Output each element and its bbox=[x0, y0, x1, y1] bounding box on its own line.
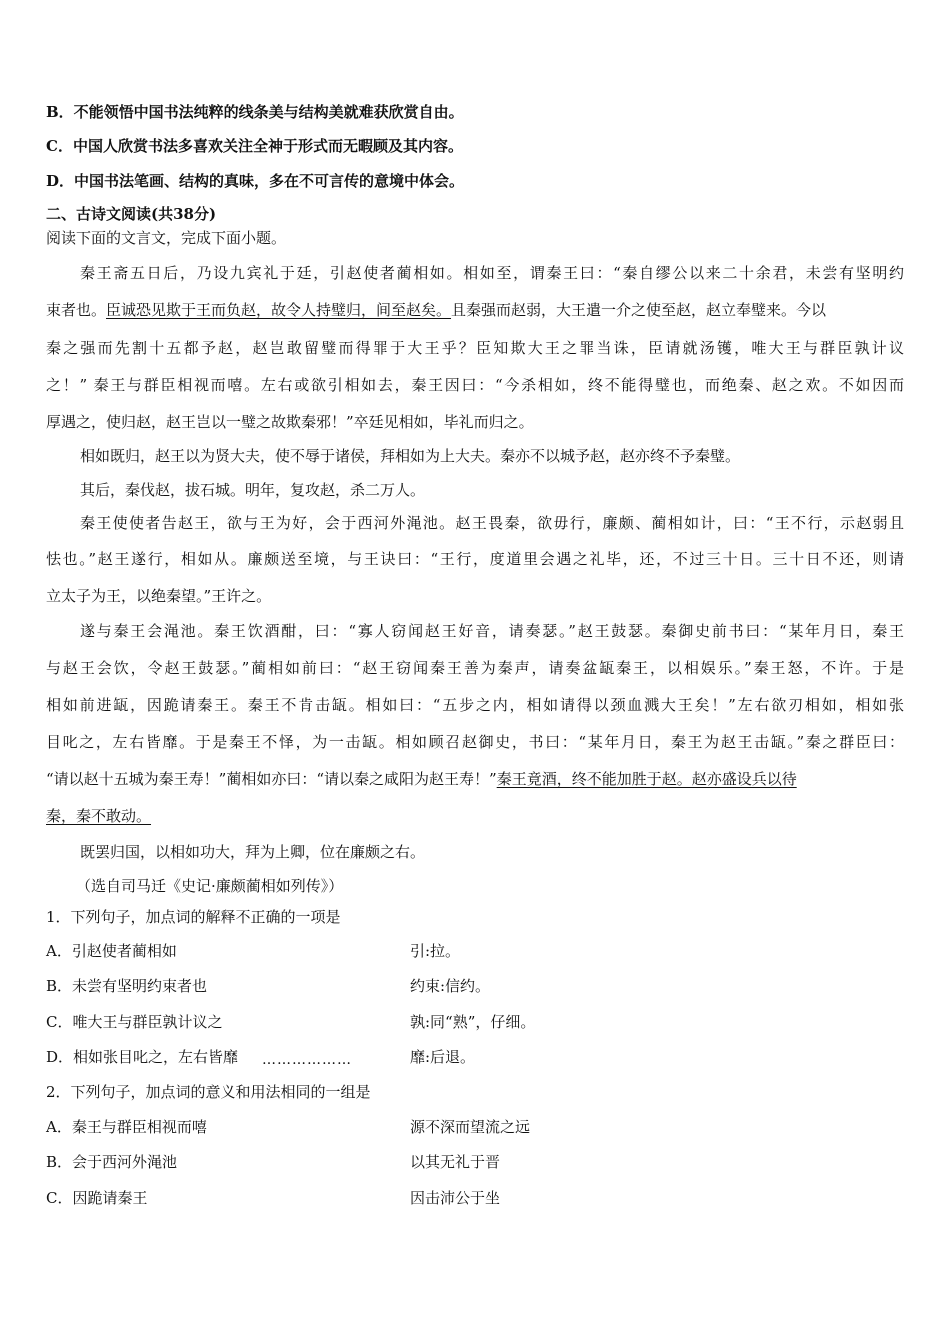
q1-option-a: A．引赵使者蔺相如 bbox=[46, 942, 177, 960]
q1-option-d: D．相如张目叱之，左右皆靡 bbox=[46, 1048, 239, 1066]
passage-line: 之！” 秦王与群臣相视而嘻。左右或欲引相如去，秦王因曰：“今杀相如，终不能得璧也，而绝秦、赵之欢。不如因而 bbox=[46, 376, 904, 394]
passage-line: 相如前进缻，因跪请秦王。秦王不肯击缻。相如曰：“五步之内，相如请得以颈血溅大王矣！”左右欲刃相如，相如张 bbox=[46, 696, 904, 714]
q2-option-b-compare: 以其无礼于晋 bbox=[410, 1153, 501, 1171]
passage-source: （选自司马迁《史记·廉颇蔺相如列传》） bbox=[76, 877, 344, 895]
underlined-sentence: 臣诚恐见欺于王而负赵，故令人持璧归，间至赵矣。 bbox=[106, 301, 452, 319]
instruction: 阅读下面的文言文，完成下面小题。 bbox=[46, 229, 287, 247]
passage-line: 遂与秦王会渑池。秦王饮酒酣，曰：“寡人窃闻赵王好音，请奏瑟。”赵王鼓瑟。秦御史前书曰：“某年月日，秦王 bbox=[80, 622, 904, 640]
passage-line bbox=[46, 299, 826, 321]
passage-line: 相如既归，赵王以为贤大夫，使不辱于诸侯，拜相如为上大夫。秦亦不以城予赵，赵亦终不予秦璧。 bbox=[80, 447, 741, 465]
underlined-sentence: 秦，秦不敢动。 bbox=[46, 807, 152, 825]
passage-line: 厚遇之，使归赵，赵王岂以一璧之故欺秦邪！”卒廷见相如，毕礼而归之。 bbox=[46, 413, 534, 431]
underlined-sentence: 秦王竟酒，终不能加胜于赵。赵亦盛设兵以待 bbox=[496, 770, 797, 788]
q2-option-b: B．会于西河外渑池 bbox=[46, 1153, 178, 1171]
q2-option-c-compare: 因击沛公于坐 bbox=[410, 1189, 501, 1207]
passage-line: 与赵王会饮，令赵王鼓瑟。”蔺相如前曰：“赵王窃闻秦王善为秦声，请奏盆缻秦王，以相娱乐。”秦王怒，不许。于是 bbox=[46, 659, 904, 677]
q2-option-a-compare: 源不深而望流之远 bbox=[410, 1118, 531, 1136]
passage-text: 且秦强而赵弱，大王遣一介之使至赵，赵立奉璧来。今以 bbox=[451, 301, 827, 319]
passage-line: 立太子为王，以绝秦望。”王许之。 bbox=[46, 587, 272, 605]
question-1-stem: 1．下列句子，加点词的解释不正确的一项是 bbox=[46, 908, 341, 926]
q1-option-c-gloss: 孰:同“熟”，仔细。 bbox=[410, 1013, 536, 1031]
q1-option-b: B．未尝有坚明约束者也 bbox=[46, 977, 208, 995]
q1-option-a-gloss: 引:拉。 bbox=[410, 942, 461, 960]
passage-line: 目叱之，左右皆靡。于是秦王不怿，为一击缻。相如顾召赵御史，书曰：“某年月日，秦王为赵王击缻。”秦之群臣曰： bbox=[46, 733, 904, 751]
passage-line bbox=[46, 805, 151, 827]
q2-option-c: C．因跪请秦王 bbox=[46, 1189, 148, 1207]
q1-option-c: C．唯大王与群臣孰计议之 bbox=[46, 1013, 223, 1031]
passage-line: 秦之强而先割十五都予赵，赵岂敢留璧而得罪于大王乎？臣知欺大王之罪当诛，臣请就汤镬，唯大王与群臣孰计议 bbox=[46, 339, 904, 357]
passage-text: “请以赵十五城为秦王寿！”蔺相如亦曰：“请以秦之咸阳为赵王寿！” bbox=[46, 770, 497, 788]
q1-option-d-dots: ……………… bbox=[262, 1052, 352, 1068]
q1-option-d-gloss: 靡:后退。 bbox=[410, 1048, 476, 1066]
q1-option-b-gloss: 约束:信约。 bbox=[410, 977, 491, 995]
passage-line bbox=[46, 768, 797, 790]
section-title: 二、古诗文阅读(共38分) bbox=[46, 205, 217, 223]
q2-option-a: A．秦王与群臣相视而嘻 bbox=[46, 1118, 207, 1136]
passage-line: 既罢归国，以相如功大，拜为上卿，位在廉颇之右。 bbox=[80, 843, 426, 861]
option-d-prev: D．中国书法笔画、结构的真味，多在不可言传的意境中体会。 bbox=[46, 172, 465, 190]
passage-line: 秦王斋五日后，乃设九宾礼于廷，引赵使者蔺相如。相如至，谓秦王曰：“秦自缪公以来二十余君，未尝有坚明约 bbox=[80, 264, 904, 282]
passage-line: 秦王使使者告赵王，欲与王为好，会于西河外渑池。赵王畏秦，欲毋行，廉颇、蔺相如计，曰：“王不行，示赵弱且 bbox=[80, 514, 904, 532]
passage-text: 束者也。 bbox=[46, 301, 107, 319]
passage-line: 怯也。”赵王遂行，相如从。廉颇送至境，与王诀曰：“王行，度道里会遇之礼毕，还，不过三十日。三十日不还，则请 bbox=[46, 550, 904, 568]
option-b-prev: B．不能领悟中国书法纯粹的线条美与结构美就难获欣赏自由。 bbox=[46, 103, 464, 121]
question-2-stem: 2．下列句子，加点词的意义和用法相同的一组是 bbox=[46, 1083, 371, 1101]
passage-line: 其后，秦伐赵，拔石城。明年，复攻赵，杀二万人。 bbox=[80, 481, 426, 499]
option-c-prev: C．中国人欣赏书法多喜欢关注全神于形式而无暇顾及其内容。 bbox=[46, 137, 463, 155]
